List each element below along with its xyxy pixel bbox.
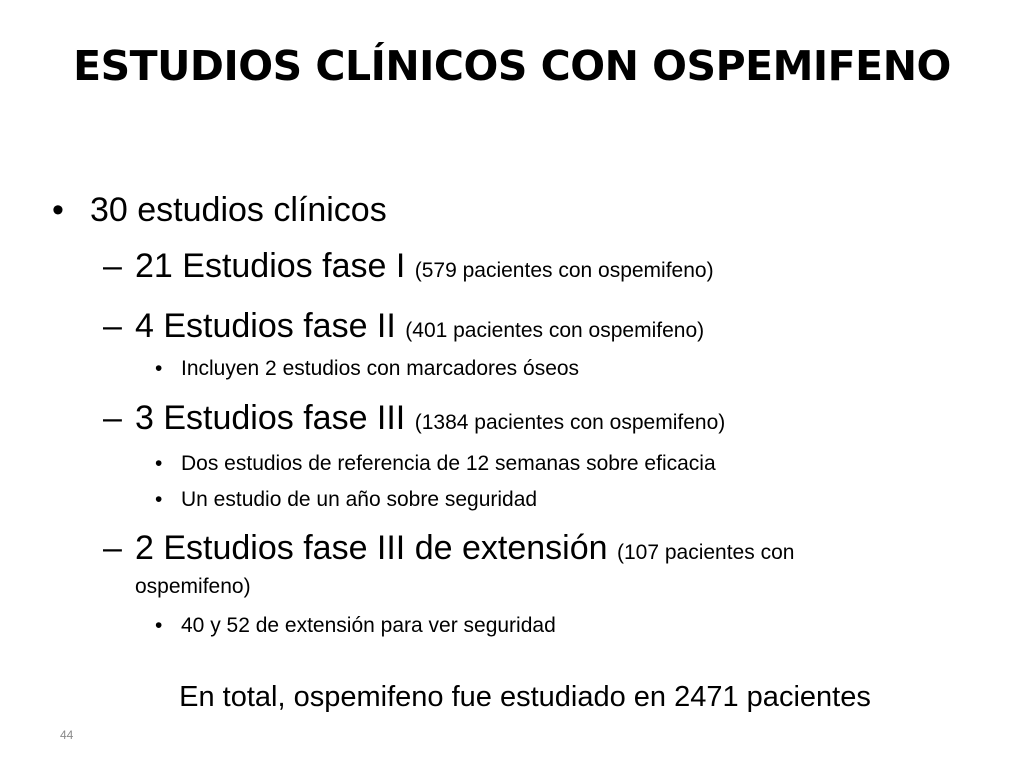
sub-bullet-item — [103, 398, 726, 439]
sub-sub-bullet-item — [155, 451, 716, 476]
sub-bullet-item — [103, 528, 795, 569]
sub-sub-bullet-item — [155, 356, 580, 381]
total-summary: En total, ospemifeno fue estudiado en 2471 pacientes — [179, 681, 871, 713]
dash-marker: – — [103, 247, 122, 285]
sub-bullet-text: 4 Estudios fase II — [135, 307, 396, 345]
sub-bullet-detail: (401 pacientes con ospemifeno) — [405, 319, 705, 342]
sub-sub-bullet-text: Un estudio de un año sobre seguridad — [181, 488, 538, 511]
slide-title: ESTUDIOS CLÍNICOS CON OSPEMIFENO — [73, 42, 951, 90]
dash-marker: – — [103, 307, 122, 345]
sub-bullet-detail: (1384 pacientes con ospemifeno) — [414, 411, 726, 434]
sub-bullet-detail: (579 pacientes con ospemifeno) — [414, 259, 714, 282]
bullet-marker: • — [155, 452, 163, 475]
dash-marker: – — [103, 529, 122, 567]
sub-bullet-item — [103, 246, 714, 287]
sub-bullet-item — [103, 306, 705, 347]
sub-sub-bullet-text: Incluyen 2 estudios con marcadores óseos — [181, 357, 580, 380]
sub-sub-bullet-item — [155, 613, 556, 638]
sub-bullet-text: 21 Estudios fase I — [135, 247, 406, 285]
bullet-marker: • — [52, 191, 64, 229]
sub-sub-bullet-item — [155, 487, 538, 512]
sub-bullet-detail: (107 pacientes con — [616, 541, 795, 564]
page-number: 44 — [60, 728, 74, 742]
sub-sub-bullet-text: 40 y 52 de extensión para ver seguridad — [181, 614, 556, 637]
bullet-item — [52, 190, 387, 231]
sub-sub-bullet-text: Dos estudios de referencia de 12 semanas sobre eficacia — [181, 452, 716, 475]
dash-marker: – — [103, 399, 122, 437]
bullet-marker: • — [155, 488, 163, 511]
sub-bullet-detail-continued: ospemifeno) — [135, 575, 251, 598]
bullet-text: 30 estudios clínicos — [90, 191, 387, 229]
sub-bullet-text: 3 Estudios fase III — [135, 399, 406, 437]
bullet-marker: • — [155, 357, 163, 380]
bullet-marker: • — [155, 614, 163, 637]
sub-bullet-text: 2 Estudios fase III de extensión — [135, 529, 608, 567]
